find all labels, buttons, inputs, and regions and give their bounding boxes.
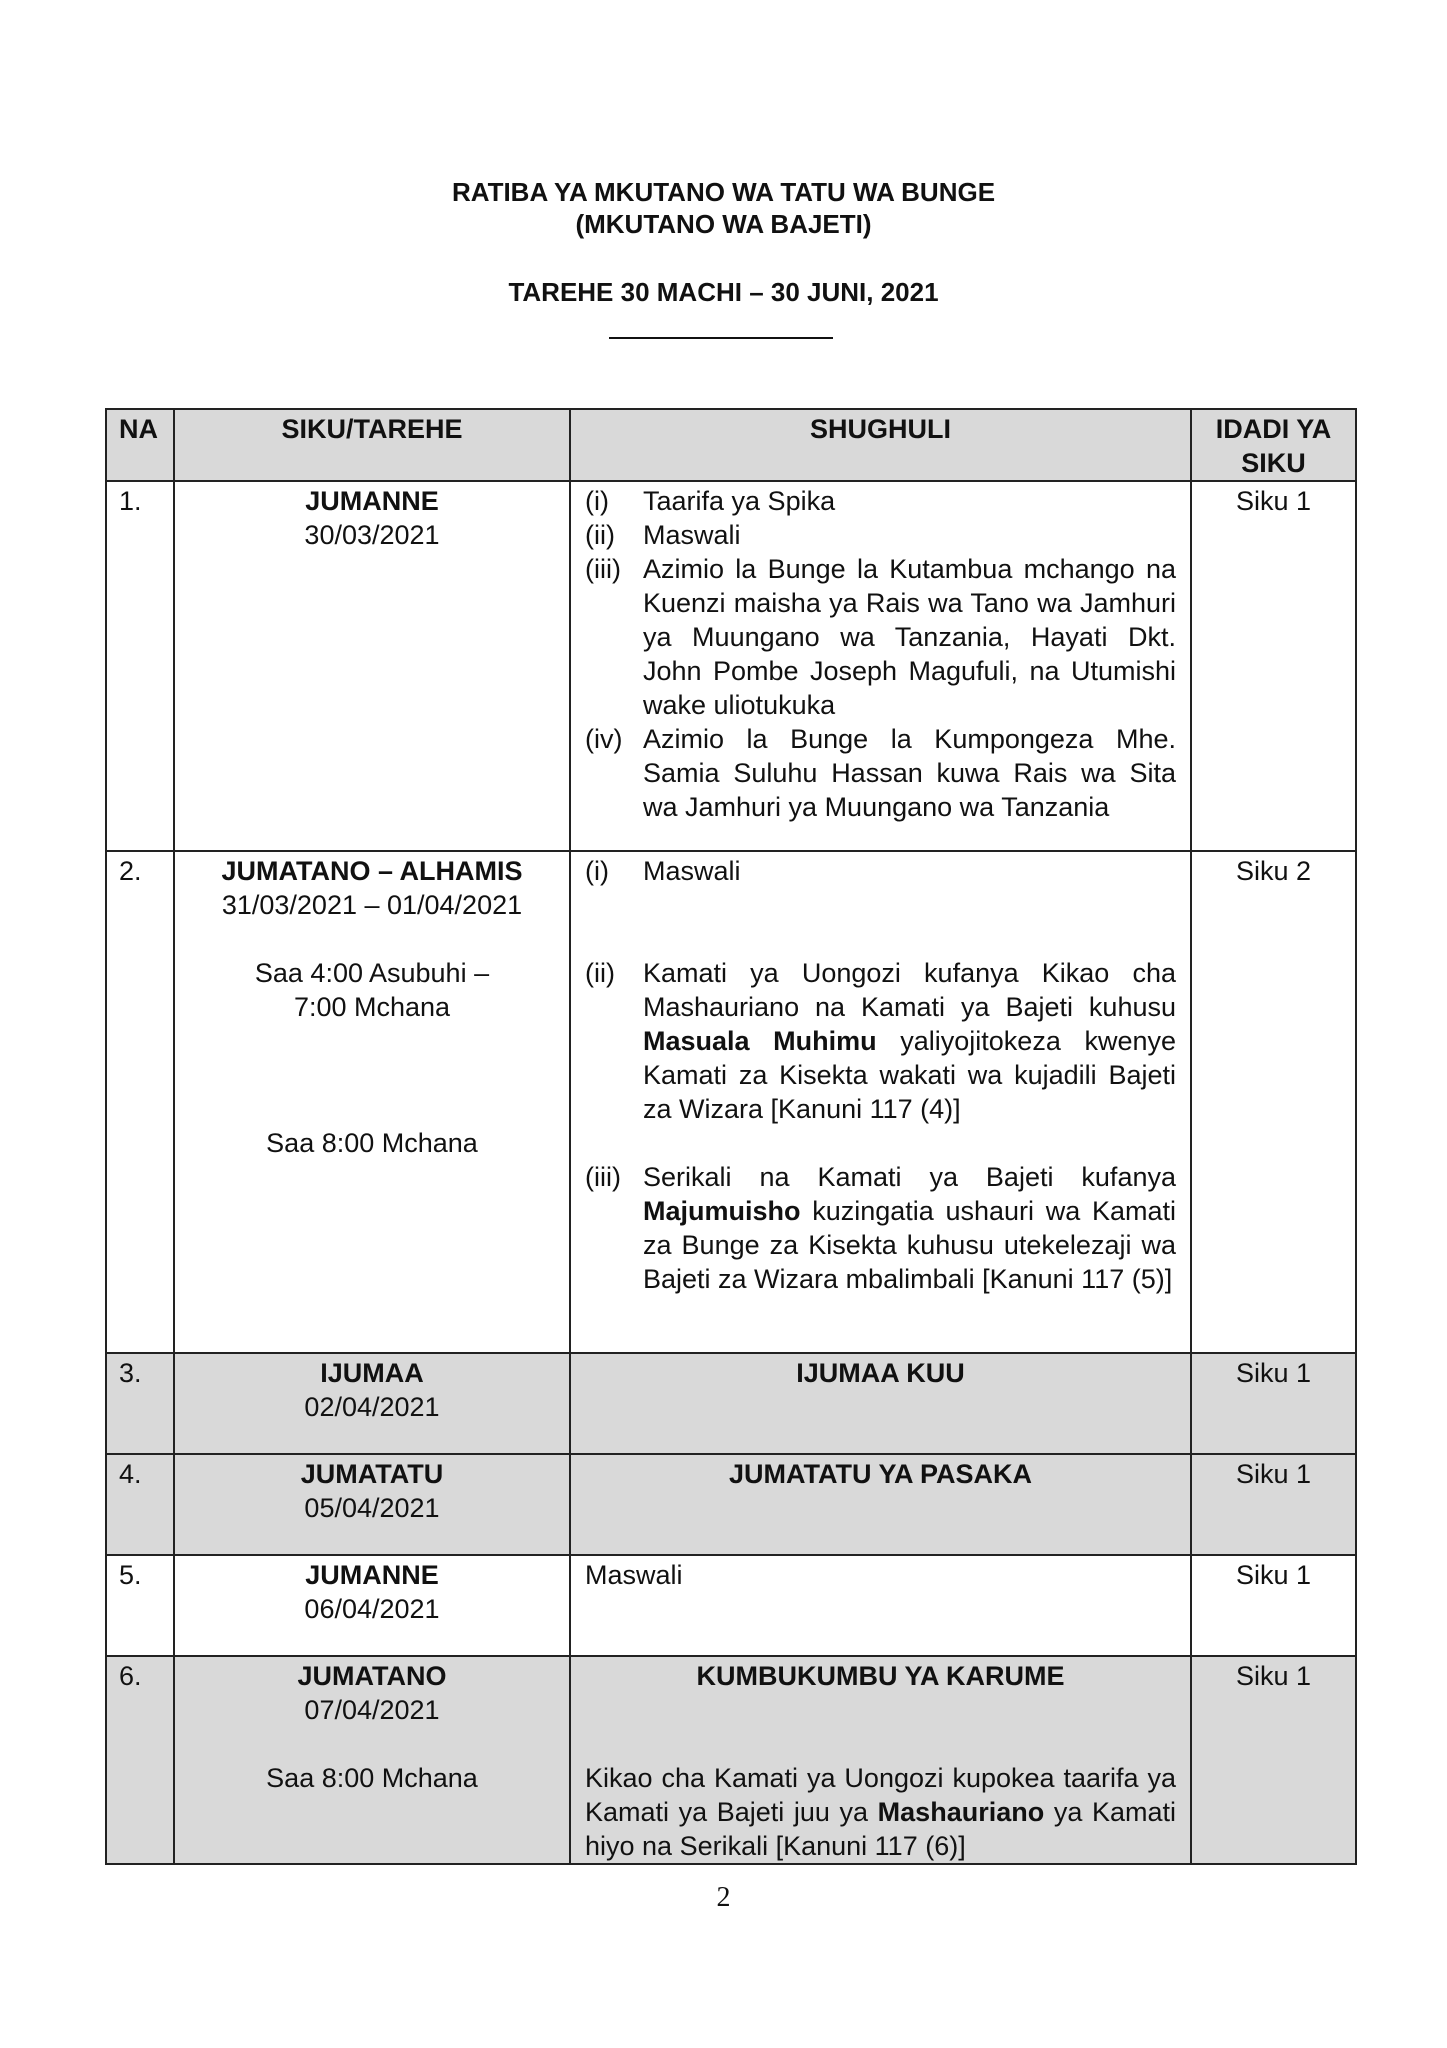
- activity-item: (iii) Serikali na Kamati ya Bajeti kufanya Majumuisho kuzingatia ushauri wa Kamati za Bunge za Kisekta kuhusu utekelezaji wa Bajeti za Wizara mbalimbali [Kanuni 117 (5)]: [585, 1162, 1176, 1294]
- page-number: 2: [716, 1882, 731, 1913]
- row-day: JUMANNE: [305, 486, 439, 516]
- row-number: 1.: [106, 481, 174, 851]
- header-na: NA: [106, 409, 174, 481]
- row-date: 05/04/2021: [304, 1493, 440, 1523]
- row-day-cell: [174, 1656, 570, 1864]
- table-row: [106, 481, 1356, 851]
- row-idadi: Siku 1: [1191, 1656, 1356, 1864]
- activity-item: (ii) Maswali: [585, 520, 741, 550]
- row-day-cell: [174, 851, 570, 1353]
- activity-item: (i) Maswali: [585, 856, 741, 886]
- row-activity-cell: [570, 481, 1191, 851]
- row-idadi: Siku 1: [1191, 1353, 1356, 1454]
- row-number: 3.: [106, 1353, 174, 1454]
- row-idadi: Siku 1: [1191, 481, 1356, 851]
- row-number: 5.: [106, 1555, 174, 1656]
- header-idadi: IDADI YA SIKU: [1191, 409, 1356, 481]
- row-day: JUMATANO – ALHAMIS: [221, 856, 523, 886]
- row-day: JUMATATU: [300, 1459, 444, 1489]
- row-idadi: Siku 1: [1191, 1555, 1356, 1656]
- activity-item: (iv) Azimio la Bunge la Kumpongeza Mhe. Samia Suluhu Hassan kuwa Rais wa Sita wa Jamhuri ya Muungano wa Tanzania: [585, 724, 1176, 822]
- document-subtitle: (MKUTANO WA BAJETI): [575, 209, 872, 239]
- row-day: JUMATANO: [297, 1661, 447, 1691]
- row-idadi: Siku 1: [1191, 1454, 1356, 1555]
- row-activity-cell: [570, 1656, 1191, 1864]
- table-row: [106, 1656, 1356, 1864]
- activity-item: Kikao cha Kamati ya Uongozi kupokea taarifa ya Kamati ya Bajeti juu ya Mashauriano ya Kamati hiyo na Serikali [Kanuni 117 (6)]: [585, 1763, 1176, 1861]
- table-row: [106, 1353, 1356, 1454]
- document-title: RATIBA YA MKUTANO WA TATU WA BUNGE: [451, 177, 996, 207]
- row-activity: JUMATATU YA PASAKA: [570, 1454, 1191, 1555]
- header-shughuli: SHUGHULI: [570, 409, 1191, 481]
- row-day-cell: [174, 481, 570, 851]
- header-siku: SIKU/TAREHE: [174, 409, 570, 481]
- row-activity: KUMBUKUMBU YA KARUME: [696, 1661, 1065, 1691]
- activity-item: (ii) Kamati ya Uongozi kufanya Kikao cha Mashauriano na Kamati ya Bajeti kuhusu Masuala Muhimu yaliyojitokeza kwenye Kamati za Kisekta wakati wa kujadili Bajeti za Wizara [Kanuni 117 (4)]: [585, 958, 1176, 1124]
- row-day-cell: [174, 1555, 570, 1656]
- row-number: 2.: [106, 851, 174, 1353]
- row-activity: Maswali: [570, 1555, 1191, 1656]
- row-date: 30/03/2021: [304, 520, 440, 550]
- row-time: Saa 8:00 Mchana: [266, 1763, 478, 1793]
- schedule-table: [105, 408, 1357, 1865]
- row-number: 6.: [106, 1656, 174, 1864]
- title-underline: [609, 337, 833, 339]
- row-date: 06/04/2021: [304, 1594, 440, 1624]
- row-idadi: Siku 2: [1191, 851, 1356, 1353]
- activity-item: (iii) Azimio la Bunge la Kutambua mchango na Kuenzi maisha ya Rais wa Tano wa Jamhuri ya Muungano wa Tanzania, Hayati Dkt. John Pombe Joseph Magufuli, na Utumishi wake uliotukuka: [585, 554, 1176, 720]
- table-row: [106, 851, 1356, 1353]
- table-row: [106, 1454, 1356, 1555]
- row-day-cell: [174, 1353, 570, 1454]
- row-day: IJUMAA: [320, 1358, 424, 1388]
- row-number: 4.: [106, 1454, 174, 1555]
- row-date: 07/04/2021: [304, 1695, 440, 1725]
- row-day-cell: [174, 1454, 570, 1555]
- table-header-row: [106, 409, 1356, 481]
- row-activity: IJUMAA KUU: [570, 1353, 1191, 1454]
- table-row: [106, 1555, 1356, 1656]
- row-date: 31/03/2021 – 01/04/2021: [221, 890, 523, 920]
- row-date: 02/04/2021: [304, 1392, 440, 1422]
- activity-item: (i) Taarifa ya Spika: [585, 486, 836, 516]
- row-day: JUMANNE: [305, 1560, 439, 1590]
- row-time: Saa 8:00 Mchana: [266, 1128, 478, 1158]
- row-time: Saa 4:00 Asubuhi –: [254, 958, 490, 988]
- row-time: 7:00 Mchana: [293, 992, 451, 1022]
- row-activity-cell: [570, 851, 1191, 1353]
- document-dates: TAREHE 30 MACHI – 30 JUNI, 2021: [508, 277, 939, 307]
